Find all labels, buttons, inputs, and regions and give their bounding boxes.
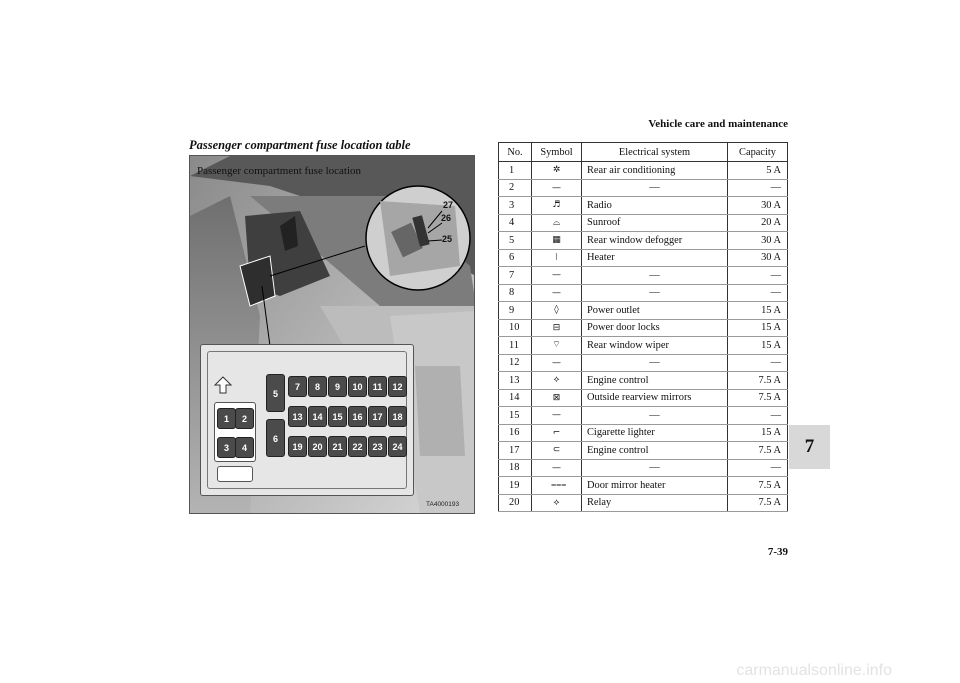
fuse-number: 10 xyxy=(499,319,532,337)
table-row xyxy=(499,232,788,250)
page-number: 7-39 xyxy=(767,546,788,558)
fuse-number: 1 xyxy=(499,162,532,180)
no-symbol: — xyxy=(552,357,561,368)
electrical-system: — xyxy=(582,459,728,477)
electrical-system: Rear window wiper xyxy=(582,337,728,355)
header-no: No. xyxy=(499,143,532,162)
table-row xyxy=(499,337,788,355)
electrical-system: — xyxy=(582,267,728,285)
fuse-19: 19 xyxy=(288,436,307,457)
table-row xyxy=(499,354,788,372)
capacity: — xyxy=(728,179,788,197)
table-header-row xyxy=(499,143,788,162)
electrical-system: — xyxy=(582,354,728,372)
fuse-2: 2 xyxy=(235,408,254,429)
no-symbol: — xyxy=(552,287,561,298)
capacity: — xyxy=(728,284,788,302)
symbol-cell xyxy=(532,197,582,215)
capacity: 7.5 A xyxy=(728,477,788,495)
power-outlet-icon: ◊ xyxy=(554,305,559,316)
table-row xyxy=(499,459,788,477)
capacity: — xyxy=(728,459,788,477)
fuse-box-frame xyxy=(207,351,407,489)
symbol-cell xyxy=(532,214,582,232)
watermark-text: carmanualsonline.info xyxy=(736,662,892,678)
section-header: Vehicle care and maintenance xyxy=(648,118,788,130)
capacity: — xyxy=(728,354,788,372)
electrical-system: Radio xyxy=(582,197,728,215)
spare-slot xyxy=(217,466,253,482)
fuse-8: 8 xyxy=(308,376,327,397)
callout-26: 26 xyxy=(441,213,452,223)
symbol-cell xyxy=(532,284,582,302)
capacity: 7.5 A xyxy=(728,494,788,512)
fuse-13: 13 xyxy=(288,406,307,427)
engine-control-icon: ⊂ xyxy=(552,445,561,456)
fuse-11: 11 xyxy=(368,376,387,397)
fuse-number: 6 xyxy=(499,249,532,267)
symbol-cell xyxy=(532,442,582,460)
watermark-text-graphic xyxy=(0,662,960,678)
table-row xyxy=(499,494,788,512)
table-row xyxy=(499,179,788,197)
fuse-number: 3 xyxy=(499,197,532,215)
callout-27: 27 xyxy=(443,200,454,210)
capacity: 30 A xyxy=(728,197,788,215)
capacity: 7.5 A xyxy=(728,389,788,407)
capacity: 15 A xyxy=(728,319,788,337)
symbol-cell xyxy=(532,249,582,267)
capacity: 5 A xyxy=(728,162,788,180)
table-row xyxy=(499,267,788,285)
capacity: 15 A xyxy=(728,337,788,355)
fuse-table xyxy=(498,142,788,512)
fuse-18: 18 xyxy=(388,406,407,427)
rear-air-conditioning-icon: ✲ xyxy=(552,165,561,176)
figure-caption: Passenger compartment fuse location xyxy=(197,165,362,177)
outside-rearview-mirrors-icon: ⊠ xyxy=(552,392,561,403)
fuse-3: 3 xyxy=(217,437,236,458)
fuse-number: 12 xyxy=(499,354,532,372)
fuse-number: 2 xyxy=(499,179,532,197)
relay-icon: ⟡ xyxy=(553,497,560,508)
fuse-10: 10 xyxy=(348,376,367,397)
fuse-12: 12 xyxy=(388,376,407,397)
electrical-system: Rear window defogger xyxy=(582,232,728,250)
fuse-14: 14 xyxy=(308,406,327,427)
table-row xyxy=(499,284,788,302)
capacity: — xyxy=(728,407,788,425)
fuse-15: 15 xyxy=(328,406,347,427)
fuse-number: 11 xyxy=(499,337,532,355)
electrical-system: Outside rearview mirrors xyxy=(582,389,728,407)
fuse-location-illustration xyxy=(189,155,475,514)
symbol-cell xyxy=(532,232,582,250)
fuse-number: 5 xyxy=(499,232,532,250)
watermark xyxy=(0,662,960,678)
electrical-system: Rear air conditioning xyxy=(582,162,728,180)
no-symbol: — xyxy=(552,410,561,421)
capacity: 15 A xyxy=(728,424,788,442)
fuse-20: 20 xyxy=(308,436,327,457)
capacity: 30 A xyxy=(728,232,788,250)
radio-icon: ♬ xyxy=(552,200,561,211)
fuse-21: 21 xyxy=(328,436,347,457)
capacity: 30 A xyxy=(728,249,788,267)
symbol-cell xyxy=(532,179,582,197)
symbol-cell xyxy=(532,302,582,320)
symbol-cell xyxy=(532,319,582,337)
electrical-system: — xyxy=(582,179,728,197)
electrical-system: Power outlet xyxy=(582,302,728,320)
table-row xyxy=(499,372,788,390)
electrical-system: Cigarette lighter xyxy=(582,424,728,442)
electrical-system: — xyxy=(582,407,728,425)
symbol-cell xyxy=(532,267,582,285)
figure-code: TA4000193 xyxy=(426,501,460,508)
symbol-cell xyxy=(532,162,582,180)
symbol-cell xyxy=(532,459,582,477)
capacity: 20 A xyxy=(728,214,788,232)
fuse-16: 16 xyxy=(348,406,367,427)
symbol-cell xyxy=(532,372,582,390)
door-mirror-heater-icon: ⩶ xyxy=(551,480,567,491)
fuse-number: 4 xyxy=(499,214,532,232)
table-row xyxy=(499,407,788,425)
fuse-9: 9 xyxy=(328,376,347,397)
fuse-24: 24 xyxy=(388,436,407,457)
fuse-number: 17 xyxy=(499,442,532,460)
fuse-number: 16 xyxy=(499,424,532,442)
rear-window-wiper-icon: ⌔ xyxy=(552,340,561,351)
no-symbol: — xyxy=(552,270,561,281)
symbol-cell xyxy=(532,407,582,425)
front-arrow-icon xyxy=(214,376,232,394)
fuse-number: 14 xyxy=(499,389,532,407)
fuse-4: 4 xyxy=(235,437,254,458)
electrical-system: Heater xyxy=(582,249,728,267)
fuse-box-diagram xyxy=(200,344,414,496)
header-symbol: Symbol xyxy=(532,143,582,162)
electrical-system: Door mirror heater xyxy=(582,477,728,495)
fuse-number: 7 xyxy=(499,267,532,285)
symbol-cell xyxy=(532,424,582,442)
electrical-system: — xyxy=(582,284,728,302)
symbol-cell xyxy=(532,494,582,512)
fuse-number: 15 xyxy=(499,407,532,425)
rear-window-defogger-icon: ▦ xyxy=(552,235,561,246)
electrical-system: Sunroof xyxy=(582,214,728,232)
fuse-6: 6 xyxy=(266,419,285,457)
power-door-locks-icon: ⊟ xyxy=(552,322,561,333)
heater-icon: ⦚ xyxy=(555,252,558,263)
engine-control-icon: ⟡ xyxy=(553,375,560,386)
fuse-23: 23 xyxy=(368,436,387,457)
electrical-system: Engine control xyxy=(582,442,728,460)
symbol-cell xyxy=(532,337,582,355)
fuse-5: 5 xyxy=(266,374,285,412)
header-system: Electrical system xyxy=(582,143,728,162)
fuse-number: 13 xyxy=(499,372,532,390)
no-symbol: — xyxy=(552,462,561,473)
symbol-cell xyxy=(532,354,582,372)
electrical-system: Engine control xyxy=(582,372,728,390)
electrical-system: Relay xyxy=(582,494,728,512)
fuse-7: 7 xyxy=(288,376,307,397)
fuse-number: 20 xyxy=(499,494,532,512)
fuse-number: 18 xyxy=(499,459,532,477)
fuse-1: 1 xyxy=(217,408,236,429)
page-title: Passenger compartment fuse location table xyxy=(189,138,411,152)
chapter-tab: 7 xyxy=(789,425,830,469)
callout-25: 25 xyxy=(442,234,453,244)
header-capacity: Capacity xyxy=(728,143,788,162)
table-row xyxy=(499,249,788,267)
table-row xyxy=(499,319,788,337)
capacity: — xyxy=(728,267,788,285)
fuse-number: 9 xyxy=(499,302,532,320)
table-row xyxy=(499,442,788,460)
capacity: 7.5 A xyxy=(728,442,788,460)
table-row xyxy=(499,214,788,232)
table-row xyxy=(499,197,788,215)
fuse-17: 17 xyxy=(368,406,387,427)
capacity: 15 A xyxy=(728,302,788,320)
table-row xyxy=(499,389,788,407)
electrical-system: Power door locks xyxy=(582,319,728,337)
table-row xyxy=(499,162,788,180)
fuse-number: 19 xyxy=(499,477,532,495)
fuse-22: 22 xyxy=(348,436,367,457)
table-row xyxy=(499,477,788,495)
fuse-number: 8 xyxy=(499,284,532,302)
symbol-cell xyxy=(532,389,582,407)
table-row xyxy=(499,424,788,442)
no-symbol: — xyxy=(552,182,561,193)
table-row xyxy=(499,302,788,320)
capacity: 7.5 A xyxy=(728,372,788,390)
sunroof-icon: ⌓ xyxy=(552,217,561,228)
symbol-cell xyxy=(532,477,582,495)
cigarette-lighter-icon: ⌐ xyxy=(552,427,561,438)
